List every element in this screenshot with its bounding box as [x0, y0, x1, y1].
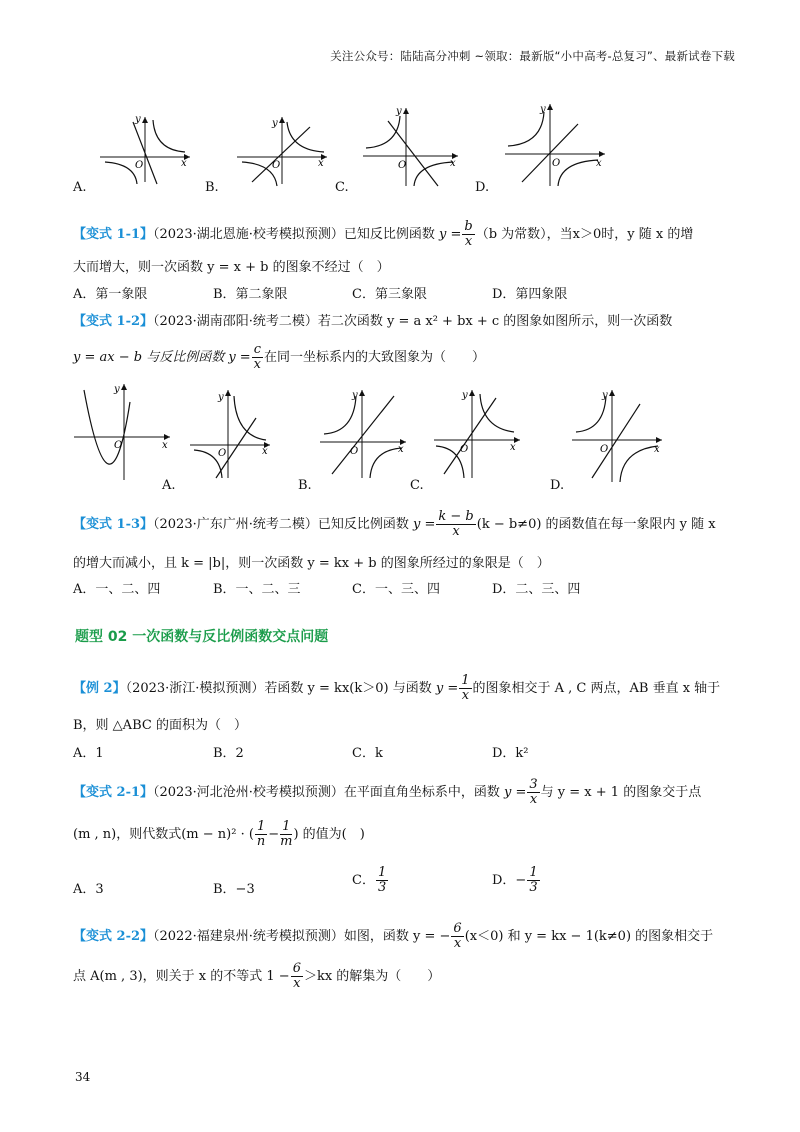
graph-label-a: A. — [73, 180, 87, 195]
svg-text:O: O — [398, 160, 407, 171]
section-title: 题型 02 一次函数与反比例函数交点问题 — [75, 629, 329, 645]
graph-label-c: C. — [335, 180, 349, 195]
svg-text:x: x — [510, 442, 516, 453]
svg-text:y: y — [218, 392, 224, 403]
question-2-2-line2: 点 A(m , 3)，则关于 x 的不等式 1 − $\frac{6}{x}$ ＞kx 的解集为（ ） — [73, 961, 441, 991]
fraction: $\frac{1}{m}$ — [280, 819, 293, 849]
svg-text:x: x — [262, 446, 268, 457]
question-1-3-line2: 的增大而减小，且 k = |b|，则一次函数 y = kx + b 的图象所经过的象限是（ ） — [73, 556, 550, 571]
graph-option-d-row2 — [570, 388, 665, 483]
option-b: B．第二象限 — [213, 287, 288, 302]
question-1-2-line1: 【变式 1-2】（2023·湖南邵阳·统考二模）若二次函数 y = a x² + bx + c 的图象如图所示，则一次函数 — [73, 314, 673, 329]
svg-text:O: O — [350, 446, 359, 457]
question-1-2-line2: y = ax − b 与反比例函数 y = $\frac{c}{x}$ 在同一坐标系内的大致图象为（ ） — [73, 342, 485, 372]
fraction: $\frac{1}{n}$ — [256, 819, 266, 849]
fraction: $\frac{k - b}{x}$ — [438, 509, 474, 539]
option-a: A．第一象限 — [73, 287, 148, 302]
graph-option-c-row2 — [432, 388, 522, 480]
graph-option-d-row1 — [500, 102, 610, 187]
question-tag: 【变式 1-1】 — [73, 227, 154, 242]
svg-text:y: y — [540, 104, 546, 115]
svg-text:y: y — [396, 106, 402, 117]
example-2-line2: B，则 △ABC 的面积为（ ） — [73, 718, 247, 733]
option-d: D．二、三、四 — [492, 582, 581, 597]
option-d: D．− $\frac{1}{3}$ — [492, 865, 538, 895]
fraction: $\frac{6}{x}$ — [453, 921, 462, 951]
svg-text:y: y — [114, 384, 120, 395]
graph-label-a2: A. — [162, 478, 176, 493]
graph-label-d: D. — [475, 180, 490, 195]
svg-text:O: O — [218, 448, 227, 459]
svg-text:x: x — [596, 158, 602, 169]
question-2-1-line1: 【变式 2-1】（2023·河北沧州·校考模拟预测）在平面直角坐标系中，函数 y = $\frac{3}{x}$ 与 y = x + 1 的图象交于点 — [73, 777, 702, 807]
svg-text:O: O — [135, 160, 144, 171]
question-1-1-line2: 大而增大，则一次函数 y = x + b 的图象不经过（ ） — [73, 260, 390, 275]
option-d: D．第四象限 — [492, 287, 568, 302]
graph-label-d2: D. — [550, 478, 565, 493]
question-tag: 【例 2】 — [73, 681, 126, 696]
page-number: 34 — [75, 1070, 91, 1084]
svg-text:y: y — [135, 114, 141, 125]
option-a: A．1 — [73, 746, 104, 761]
option-b: B．−3 — [213, 882, 255, 897]
svg-text:O: O — [460, 444, 469, 455]
graph-option-c-row1 — [358, 106, 463, 188]
graph-label-c2: C. — [410, 478, 424, 493]
option-d: D．k² — [492, 746, 529, 761]
graph-option-a-row1 — [95, 112, 195, 187]
svg-text:x: x — [398, 444, 404, 455]
svg-text:O: O — [114, 440, 123, 451]
svg-text:y: y — [352, 390, 358, 401]
option-a: A．3 — [73, 882, 104, 897]
graph-parabola — [72, 382, 172, 482]
option-b: B．2 — [213, 746, 244, 761]
svg-text:O: O — [272, 160, 281, 171]
option-c: C． $\frac{1}{3}$ — [352, 865, 387, 895]
svg-text:x: x — [181, 158, 187, 169]
svg-text:x: x — [450, 158, 456, 169]
question-1-1-line1: 【变式 1-1】（2023·湖北恩施·校考模拟预测）已知反比例函数 y = $\frac{b}{x}$ （b 为常数），当x＞0时，y 随 x 的增 — [73, 219, 694, 249]
svg-text:y: y — [272, 118, 278, 129]
fraction: $\frac{b}{x}$ — [464, 219, 473, 249]
svg-text:y: y — [602, 390, 608, 401]
graph-label-b2: B. — [298, 478, 312, 493]
question-tag: 【变式 2-1】 — [73, 785, 154, 800]
question-tag: 【变式 1-2】 — [73, 314, 154, 329]
option-c: C．一、三、四 — [352, 582, 440, 597]
option-c: C．k — [352, 746, 383, 761]
graph-option-a-row2 — [188, 388, 273, 480]
question-1-3-line1: 【变式 1-3】（2023·广东广州·统考二模）已知反比例函数 y = $\frac{k - b}{x}$ (k − b≠0) 的函数值在每一象限内 y 随 x — [73, 509, 716, 539]
graph-label-b: B. — [205, 180, 219, 195]
question-tag: 【变式 1-3】 — [73, 517, 154, 532]
graph-option-b-row1 — [232, 112, 332, 187]
option-c: C．第三象限 — [352, 287, 427, 302]
option-a: A．一、二、四 — [73, 582, 161, 597]
fraction: $\frac{1}{x}$ — [461, 673, 470, 703]
svg-text:x: x — [654, 444, 660, 455]
fraction: $\frac{6}{x}$ — [292, 961, 301, 991]
svg-text:O: O — [552, 158, 561, 169]
svg-text:x: x — [318, 158, 324, 169]
svg-text:y: y — [462, 390, 468, 401]
page-header: 关注公众号：陆陆高分冲刺 ~领取：最新版“小中高考-总复习”、最新试卷下载 — [330, 49, 735, 63]
graph-option-b-row2 — [318, 388, 408, 480]
fraction: $\frac{3}{x}$ — [529, 777, 538, 807]
fraction: $\frac{c}{x}$ — [253, 342, 262, 372]
option-b: B．一、二、三 — [213, 582, 301, 597]
example-2-line1: 【例 2】（2023·浙江·模拟预测）若函数 y = kx(k＞0) 与函数 y = $\frac{1}{x}$ 的图象相交于 A , C 两点，AB 垂直 x 轴于 — [73, 673, 721, 703]
question-2-2-line1: 【变式 2-2】（2022·福建泉州·统考模拟预测）如图，函数 y = − $\frac{6}{x}$ (x＜0) 和 y = kx − 1(k≠0) 的图象相交于 — [73, 921, 714, 951]
question-tag: 【变式 2-2】 — [73, 929, 154, 944]
svg-text:x: x — [162, 440, 168, 451]
question-2-1-line2: (m , n)，则代数式(m − n)² · ( $\frac{1}{n}$ − $\frac{1}{m}$ ) 的值为( ) — [73, 819, 365, 849]
svg-text:O: O — [600, 444, 609, 455]
